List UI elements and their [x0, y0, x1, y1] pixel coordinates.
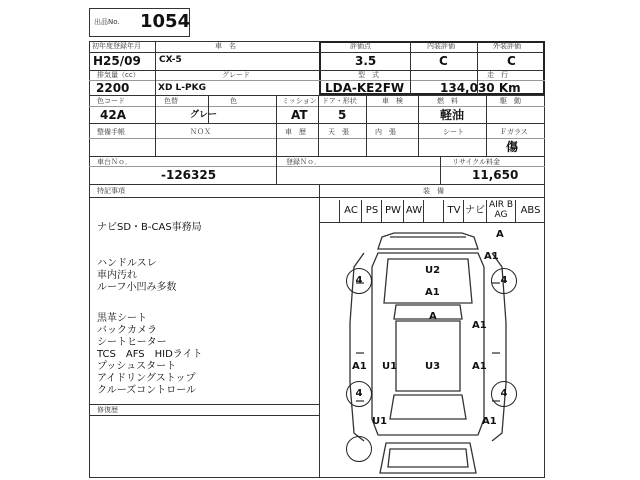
damage-mark: U1 [372, 416, 388, 427]
fuel-label: 燃 料 [437, 97, 458, 105]
rule [89, 156, 545, 157]
color-type-label: 色替 [164, 97, 178, 105]
color-value: グレー [190, 110, 218, 120]
rule [366, 95, 367, 156]
door-count: 5 [338, 108, 347, 122]
sunroof-label: 天 張 [328, 128, 349, 136]
note-line: プッシュスタート [97, 361, 177, 372]
tire-rear-right: 4 [491, 381, 517, 407]
damage-mark: A [429, 311, 437, 322]
damage-mark: U3 [425, 361, 441, 372]
equipment-navi: ナビ [465, 205, 485, 216]
grade-label: グレード [222, 71, 250, 79]
note-line: 車内汚れ [97, 270, 137, 281]
mileage-label: 走 行 [487, 71, 508, 79]
displacement: 2200 [96, 81, 130, 95]
chassis-no: -126325 [161, 168, 217, 182]
color-code-label: 色コード [97, 97, 125, 105]
damage-mark: A1 [472, 361, 487, 372]
damage-mark: A1 [425, 287, 440, 298]
damage-mark: A [496, 229, 504, 240]
f-glass-value: 傷 [506, 140, 519, 154]
rule [410, 41, 411, 95]
lot-number-box [89, 8, 190, 37]
rule [418, 95, 419, 156]
notes-label: 特記事項 [97, 187, 125, 195]
drive-label: 駆 動 [500, 97, 521, 105]
mileage: 134,030 Km [440, 81, 521, 95]
chassis-no-label: 車台Ｎｏ． [97, 158, 132, 166]
tire-front-right: 4 [491, 268, 517, 294]
note-line: ルーフ小凹み多数 [97, 282, 177, 293]
damage-mark: A1 [484, 251, 499, 262]
recycle-fee: 11,650 [472, 168, 519, 182]
reg-year-label: 初年度登録年月 [92, 42, 141, 50]
note-line: クルーズコントロール [97, 385, 196, 396]
equipment-tv: TV [447, 205, 461, 216]
score-label: 評価点 [350, 42, 371, 50]
inspection-label: 車 検 [382, 97, 403, 105]
note-line: TCS AFS HIDライト [97, 349, 203, 360]
spare-tire [346, 436, 372, 462]
rule [89, 197, 545, 198]
damage-mark: A1 [472, 320, 487, 331]
note-navi: ナビSD・B-CAS事務局 [97, 222, 202, 233]
equipment-blank [424, 200, 444, 222]
note-line: 黒革シート [97, 313, 147, 324]
rule [155, 95, 156, 156]
rule [440, 156, 441, 184]
color-code: 42A [100, 108, 126, 122]
equipment-ac: AC [344, 205, 358, 216]
rule [486, 200, 487, 222]
nox-label: ＮＯＸ [190, 128, 211, 136]
rule [89, 138, 545, 139]
lot-number: 1054 [140, 11, 191, 32]
door-shape-label: ドア・形状 [322, 97, 357, 105]
rule [276, 156, 277, 184]
tire-rear-left: 4 [346, 381, 372, 407]
car-name: CX-5 [159, 55, 182, 65]
car-name-label: 車 名 [215, 42, 236, 50]
rule [89, 184, 545, 185]
equipment-pw: PW [385, 205, 401, 216]
displacement-label: 排気量（cc） [97, 71, 140, 79]
rule [89, 95, 545, 96]
exterior-score-value: C [507, 54, 516, 68]
reg-year: H25/09 [93, 54, 141, 68]
fuel-value: 軽油 [440, 108, 465, 122]
rule [276, 95, 277, 156]
seat-label: シート [443, 128, 464, 136]
equipment-aw: AW [405, 205, 423, 216]
model-code: LDA-KE2FW [325, 81, 405, 95]
maintenance-label: 整備手帳 [97, 128, 125, 136]
note-line: ハンドルスレ [97, 258, 157, 269]
equipment-airbag: AIR BAG [488, 200, 514, 220]
rule [89, 106, 545, 107]
damage-mark: U2 [425, 265, 441, 276]
exterior-score-label: 外装評価 [493, 42, 521, 50]
rule [486, 95, 487, 156]
repair-label: 修復歴 [97, 406, 118, 414]
note-line: アイドリングストップ [97, 373, 196, 384]
note-line: バックカメラ [97, 325, 157, 336]
equipment-ps: PS [365, 205, 379, 216]
damage-mark: A1 [352, 361, 367, 372]
interior-score-label: 内装評価 [427, 42, 455, 50]
equipment-abs: ABS [520, 205, 541, 216]
reg-no-label: 登録Ｎｏ． [286, 158, 321, 166]
damage-mark: A1 [482, 416, 497, 427]
f-glass-label: Ｆガラス [500, 128, 528, 136]
mission-label: ミッション [282, 97, 317, 105]
tire-front-left: 4 [346, 268, 372, 294]
equipment-row [319, 200, 545, 222]
color-label: 色 [230, 97, 237, 105]
history-label: 車 歴 [285, 128, 306, 136]
rule [155, 41, 156, 95]
lot-number-label: 出品No. [94, 18, 120, 26]
equipment-label: 装 備 [423, 187, 444, 195]
recycle-fee-label: リサイクル料金 [452, 158, 501, 166]
interior-label: 内 張 [375, 128, 396, 136]
rule [89, 123, 545, 124]
model-label: 型 式 [358, 71, 379, 79]
mission-value: AT [291, 108, 308, 122]
damage-mark: U1 [382, 361, 398, 372]
interior-score-value: C [439, 54, 448, 68]
grade: XD L-PKG [158, 83, 206, 93]
score-value: 3.5 [355, 54, 377, 68]
rule [318, 95, 319, 156]
rule [89, 404, 319, 405]
rule [89, 415, 319, 416]
note-line: シートヒーター [97, 337, 167, 348]
